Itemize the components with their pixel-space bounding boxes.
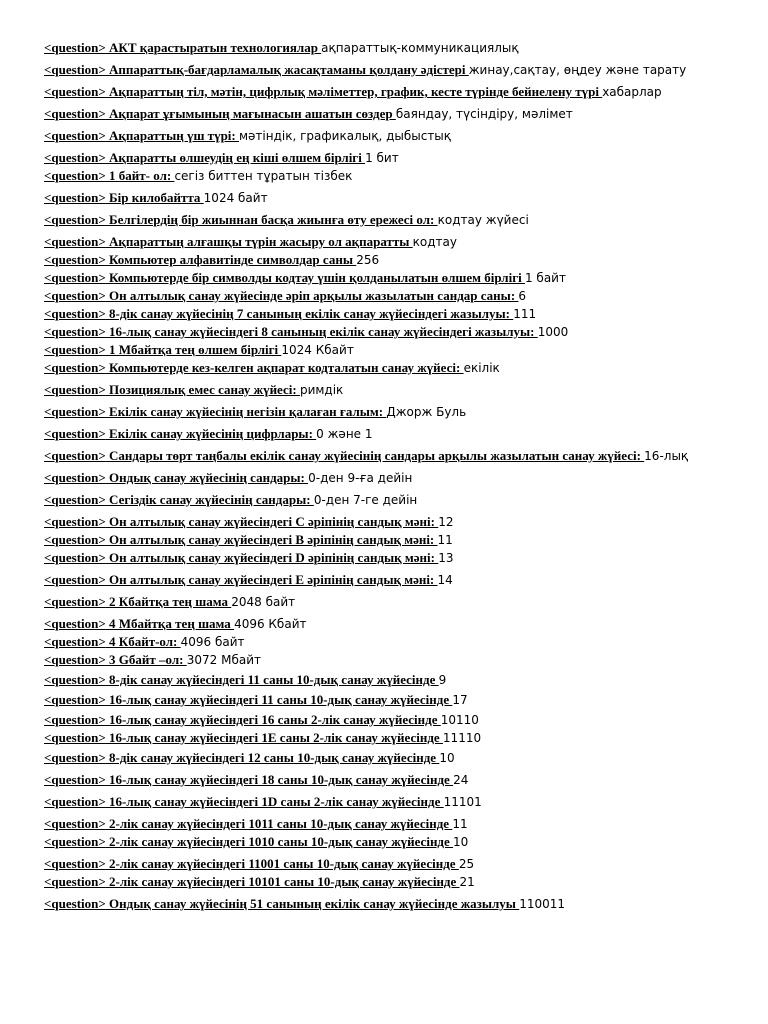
- question-body: Ақпараттың үш түрі:: [109, 128, 239, 143]
- answer-text: 0-ден 7-ге дейін: [313, 493, 418, 507]
- answer-text: жинау,сақтау, өңдеу және тарату: [468, 63, 687, 77]
- question-text: [44, 572, 438, 587]
- question-text: [44, 750, 439, 765]
- qa-line: [44, 324, 734, 340]
- question-text: [44, 382, 300, 397]
- qa-line: [44, 382, 734, 398]
- qa-line: [44, 84, 734, 100]
- qa-line: [44, 492, 734, 508]
- question-text: [44, 652, 187, 667]
- qa-line: [44, 150, 734, 166]
- question-body: 1 Мбайтқа тең өлшем бірлігі: [109, 342, 282, 357]
- qa-line: [44, 234, 734, 250]
- qa-line: [44, 212, 734, 228]
- answer-text: 2048 байт: [231, 595, 296, 609]
- question-body: Бір килобайтта: [109, 190, 204, 205]
- question-text: [44, 40, 321, 55]
- qa-line: [44, 794, 734, 810]
- answer-text: 13: [438, 551, 454, 565]
- question-tag: <question>: [44, 532, 106, 547]
- question-text: [44, 834, 453, 849]
- question-tag: <question>: [44, 342, 106, 357]
- question-text: [44, 324, 538, 339]
- answer-text: баяндау, түсіндіру, мәлімет: [395, 107, 573, 121]
- question-body: Ондық санау жүйесінің 51 санының екілік санау жүйесінде жазылуы: [109, 896, 520, 911]
- qa-line: [44, 360, 734, 376]
- question-tag: <question>: [44, 874, 106, 889]
- qa-line: [44, 106, 734, 122]
- question-tag: <question>: [44, 252, 106, 267]
- answer-text: 0-ден 9-ға дейін: [308, 471, 413, 485]
- qa-list: [44, 40, 734, 912]
- question-text: [44, 62, 469, 77]
- question-text: [44, 128, 239, 143]
- question-text: [44, 106, 396, 121]
- question-body: Ақпаратты өлшеудің ең кіші өлшем бірлігі: [109, 150, 366, 165]
- answer-text: 1024 Кбайт: [281, 343, 354, 357]
- question-tag: <question>: [44, 594, 106, 609]
- qa-line: [44, 594, 734, 610]
- question-tag: <question>: [44, 834, 106, 849]
- answer-text: 0 және 1: [316, 427, 373, 441]
- question-tag: <question>: [44, 794, 106, 809]
- question-text: [44, 190, 204, 205]
- question-tag: <question>: [44, 492, 106, 507]
- question-body: 4 Мбайтқа тең шама: [109, 616, 235, 631]
- qa-line: [44, 404, 734, 420]
- question-text: [44, 692, 452, 707]
- question-text: [44, 532, 438, 547]
- answer-text: 6: [518, 289, 527, 303]
- question-text: [44, 550, 438, 565]
- answer-text: 12: [438, 515, 454, 529]
- answer-text: римдік: [299, 383, 344, 397]
- question-body: 8-дік санау жүйесінің 7 санының екілік санау жүйесіндегі жазылуы:: [109, 306, 514, 321]
- question-body: Сегіздік санау жүйесінің сандары:: [109, 492, 314, 507]
- question-tag: <question>: [44, 150, 106, 165]
- question-text: [44, 730, 443, 745]
- question-tag: <question>: [44, 234, 106, 249]
- question-body: Аппараттық-бағдарламалық жасақтаманы қолдану әдістері: [109, 62, 469, 77]
- question-tag: <question>: [44, 896, 106, 911]
- question-body: 2-лік санау жүйесіндегі 1011 саны 10-дық санау жүйесінде: [109, 816, 453, 831]
- answer-text: 10110: [440, 713, 479, 727]
- question-body: Он алтылық санау жүйесіндегі Е әріпінің сандық мәні:: [109, 572, 438, 587]
- answer-text: 21: [459, 875, 475, 889]
- question-body: Компьютерде бір символды кодтау үшін қолданылатын өлшем бірлігі: [109, 270, 525, 285]
- answer-text: 9: [438, 673, 447, 687]
- qa-line: [44, 672, 734, 688]
- qa-line: [44, 816, 734, 832]
- question-tag: <question>: [44, 514, 106, 529]
- qa-line: [44, 616, 734, 632]
- question-body: 16-лық санау жүйесіндегі 8 санының екілік санау жүйесіндегі жазылуы:: [109, 324, 538, 339]
- question-text: [44, 816, 452, 831]
- question-tag: <question>: [44, 324, 106, 339]
- question-tag: <question>: [44, 404, 106, 419]
- question-body: Он алтылық санау жүйесінде әріп арқылы жазылатын сандар саны:: [109, 288, 519, 303]
- question-text: [44, 150, 365, 165]
- question-text: [44, 594, 231, 609]
- question-tag: <question>: [44, 426, 106, 441]
- question-text: [44, 616, 234, 631]
- question-text: [44, 794, 444, 809]
- qa-line: [44, 532, 734, 548]
- answer-text: 11110: [442, 731, 482, 745]
- question-text: [44, 252, 356, 267]
- answer-text: 10: [439, 751, 455, 765]
- question-body: 2 Кбайтқа тең шама: [109, 594, 232, 609]
- question-text: [44, 84, 602, 99]
- question-tag: <question>: [44, 572, 106, 587]
- question-body: 4 Кбайт-ол:: [109, 634, 181, 649]
- qa-line: [44, 896, 734, 912]
- qa-line: [44, 426, 734, 442]
- question-tag: <question>: [44, 816, 106, 831]
- answer-text: 1000: [537, 325, 569, 339]
- question-tag: <question>: [44, 616, 106, 631]
- question-body: 16-лық санау жүйесіндегі 1D саны 2-лік санау жүйесінде: [109, 794, 444, 809]
- qa-line: [44, 40, 734, 56]
- qa-line: [44, 692, 734, 708]
- question-tag: <question>: [44, 634, 106, 649]
- answer-text: 10: [453, 835, 469, 849]
- question-tag: <question>: [44, 470, 106, 485]
- qa-line: [44, 652, 734, 668]
- question-tag: <question>: [44, 712, 106, 727]
- answer-text: 4096 байт: [180, 635, 245, 649]
- qa-line: [44, 856, 734, 872]
- question-tag: <question>: [44, 40, 106, 55]
- question-body: Екілік санау жүйесінің цифрлары:: [109, 426, 317, 441]
- qa-line: [44, 62, 734, 78]
- question-body: 2-лік санау жүйесіндегі 11001 саны 10-дық санау жүйесінде: [109, 856, 459, 871]
- question-body: Сандары төрт таңбалы екілік санау жүйесінің сандары арқылы жазылатын санау жүйесі:: [109, 448, 645, 463]
- question-body: Ақпарат ұғымының мағынасын ашатын сөздер: [109, 106, 396, 121]
- question-body: Позициялық емес санау жүйесі:: [109, 382, 300, 397]
- question-body: Он алтылық санау жүйесіндегі С әріпінің сандық мәні:: [109, 514, 439, 529]
- question-tag: <question>: [44, 62, 106, 77]
- answer-text: 4096 Кбайт: [234, 617, 307, 631]
- answer-text: 25: [458, 857, 475, 871]
- qa-line: [44, 834, 734, 850]
- question-tag: <question>: [44, 856, 106, 871]
- question-tag: <question>: [44, 168, 106, 183]
- question-text: [44, 470, 308, 485]
- question-body: Екілік санау жүйесінің негізін қалаған ғалым:: [109, 404, 387, 419]
- question-tag: <question>: [44, 652, 106, 667]
- document-page: [44, 40, 734, 912]
- question-text: [44, 168, 174, 183]
- answer-text: 11: [437, 533, 453, 547]
- question-tag: <question>: [44, 692, 106, 707]
- question-tag: <question>: [44, 288, 106, 303]
- answer-text: хабарлар: [602, 85, 662, 99]
- question-tag: <question>: [44, 360, 106, 375]
- question-tag: <question>: [44, 190, 106, 205]
- question-body: Он алтылық санау жүйесіндегі В әріпінің сандық мәні:: [109, 532, 438, 547]
- question-text: [44, 342, 281, 357]
- question-body: Ақпараттың алғашқы түрін жасыру ол ақпаратты: [109, 234, 413, 249]
- qa-line: [44, 342, 734, 358]
- question-tag: <question>: [44, 212, 106, 227]
- question-text: [44, 672, 439, 687]
- question-text: [44, 492, 314, 507]
- qa-line: [44, 514, 734, 530]
- qa-line: [44, 306, 734, 322]
- question-text: [44, 306, 513, 321]
- question-text: [44, 712, 441, 727]
- qa-line: [44, 572, 734, 588]
- answer-text: 17: [452, 693, 468, 707]
- qa-line: [44, 772, 734, 788]
- question-body: 16-лық санау жүйесіндегі 16 саны 2-лік санау жүйесінде: [109, 712, 441, 727]
- qa-line: [44, 730, 734, 746]
- qa-line: [44, 270, 734, 286]
- question-body: 2-лік санау жүйесіндегі 10101 саны 10-дық санау жүйесінде: [109, 874, 460, 889]
- question-body: Ақпараттың тіл, мәтін, цифрлық мәліметтер, график, кесте түрінде бейнелену түрі: [109, 84, 603, 99]
- question-tag: <question>: [44, 270, 106, 285]
- question-tag: <question>: [44, 106, 106, 121]
- qa-line: [44, 252, 734, 268]
- question-tag: <question>: [44, 550, 106, 565]
- qa-line: [44, 874, 734, 890]
- question-tag: <question>: [44, 382, 106, 397]
- question-body: Компьютерде кез-келген ақпарат кодталатын санау жүйесі:: [109, 360, 464, 375]
- question-body: 16-лық санау жүйесіндегі 18 саны 10-дық санау жүйесінде: [109, 772, 454, 787]
- qa-line: [44, 550, 734, 566]
- qa-line: [44, 470, 734, 486]
- question-body: 3 Gбайт –ол:: [109, 652, 187, 667]
- question-text: [44, 896, 519, 911]
- qa-line: [44, 128, 734, 144]
- question-body: АКТ қарастыратын технологиялар: [109, 40, 322, 55]
- question-text: [44, 634, 181, 649]
- answer-text: 16-лық: [644, 449, 689, 463]
- question-body: 2-лік санау жүйесіндегі 1010 саны 10-дық санау жүйесінде: [109, 834, 454, 849]
- question-text: [44, 448, 644, 463]
- question-text: [44, 360, 464, 375]
- question-text: [44, 212, 438, 227]
- answer-text: 1 бит: [365, 151, 399, 165]
- answer-text: 11: [452, 817, 468, 831]
- question-text: [44, 772, 453, 787]
- answer-text: 111: [513, 307, 537, 321]
- qa-line: [44, 190, 734, 206]
- question-text: [44, 856, 459, 871]
- question-body: Он алтылық санау жүйесіндегі D әріпінің сандық мәні:: [109, 550, 439, 565]
- question-tag: <question>: [44, 672, 106, 687]
- answer-text: 11101: [443, 795, 482, 809]
- question-text: [44, 234, 413, 249]
- answer-text: Джорж Буль: [386, 405, 467, 419]
- question-text: [44, 426, 316, 441]
- qa-line: [44, 634, 734, 650]
- question-body: Компьютер алфавитінде символдар саны: [109, 252, 357, 267]
- answer-text: 14: [437, 573, 453, 587]
- question-tag: <question>: [44, 772, 106, 787]
- qa-line: [44, 448, 734, 464]
- question-tag: <question>: [44, 306, 106, 321]
- question-body: 1 байт- ол:: [109, 168, 175, 183]
- answer-text: 1 байт: [524, 271, 566, 285]
- qa-line: [44, 168, 734, 184]
- question-text: [44, 514, 438, 529]
- question-body: 16-лық санау жүйесіндегі 1Е саны 2-лік санау жүйесінде: [109, 730, 443, 745]
- answer-text: 3072 Мбайт: [186, 653, 261, 667]
- question-tag: <question>: [44, 750, 106, 765]
- question-body: 8-дік санау жүйесіндегі 12 саны 10-дық санау жүйесінде: [109, 750, 440, 765]
- answer-text: 256: [356, 253, 380, 267]
- answer-text: 24: [453, 773, 469, 787]
- answer-text: 110011: [519, 897, 566, 911]
- answer-text: сегіз биттен тұратын тізбек: [174, 169, 353, 183]
- question-text: [44, 404, 386, 419]
- qa-line: [44, 288, 734, 304]
- question-body: Белгілердің бір жиыннан басқа жиынға өту ережесі ол:: [109, 212, 438, 227]
- qa-line: [44, 750, 734, 766]
- question-tag: <question>: [44, 128, 106, 143]
- question-text: [44, 270, 525, 285]
- qa-line: [44, 712, 734, 728]
- question-text: [44, 874, 460, 889]
- answer-text: ақпараттық-коммуникациялық: [321, 41, 519, 55]
- answer-text: мәтіндік, графикалық, дыбыстық: [239, 129, 452, 143]
- question-tag: <question>: [44, 448, 106, 463]
- question-text: [44, 288, 518, 303]
- question-body: 16-лық санау жүйесіндегі 11 саны 10-дық санау жүйесінде: [109, 692, 453, 707]
- question-tag: <question>: [44, 84, 106, 99]
- question-tag: <question>: [44, 730, 106, 745]
- answer-text: кодтау жүйесі: [437, 213, 529, 227]
- question-body: 8-дік санау жүйесіндегі 11 саны 10-дық санау жүйесінде: [109, 672, 439, 687]
- answer-text: екілік: [463, 361, 500, 375]
- answer-text: 1024 байт: [203, 191, 268, 205]
- question-body: Ондық санау жүйесінің сандары:: [109, 470, 309, 485]
- answer-text: кодтау: [412, 235, 458, 249]
